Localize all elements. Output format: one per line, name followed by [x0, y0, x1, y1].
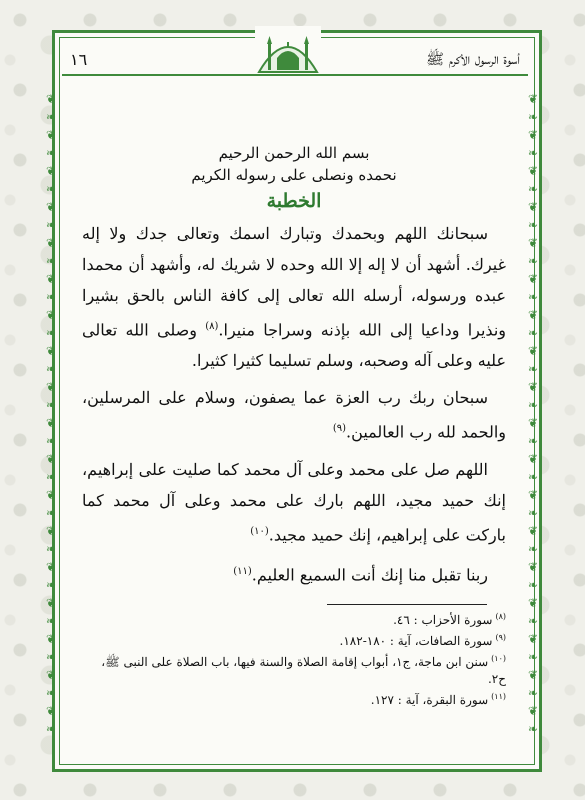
running-title: أسوة الرسول الأكرم ﷺ — [425, 50, 520, 68]
footnote-ref: (١٠) — [250, 525, 269, 537]
footnote-item — [82, 688, 506, 709]
paragraph-text: سبحانك اللهم وبحمدك وتبارك اسمك وتعالى جدك ولا إله غيرك. أشهد أن لا إله إلا الله وحده لا شريك له، وأشهد أن محمدا عبده ورسوله، أرسله الله تعالى إلى كافة الناس بالحق بشيرا ونذيرا وداعيا إلى الله بإذنه وسراجا منيرا. — [82, 224, 506, 340]
paragraph-text: اللهم صل على محمد وعلى آل محمد كما صليت على إبراهيم، إنك حميد مجيد، اللهم بارك على محمد وعلى آل محمد كما باركت على إبراهيم، إنك حميد مجيد. — [82, 459, 506, 544]
footnote-item — [82, 608, 506, 629]
footnote-ref: (٩) — [332, 423, 347, 435]
paragraph-text: ربنا تقبل منا إنك أنت السميع العليم. — [251, 565, 488, 585]
main-content — [82, 142, 506, 596]
paragraph-text: سبحان ربك رب العزة عما يصفون، وسلام على المرسلين، والحمد لله رب العالمين. — [82, 388, 506, 442]
footnote-text: سنن ابن ماجة، ج١، أبواب إقامة الصلاة والسنة فيها، باب الصلاة على النبى ﷺ، ح٢. — [101, 655, 506, 686]
left-vine-decoration: ❦ ❧ ❦ ❧ ❦ ❧ ❦ ❧ ❦ ❧ ❦ ❧ ❦ ❧ ❦ ❧ ❦ ❧ ❦ ❧ ❦ ❧ ❦ ❧ ❦ ❧ ❦ ❧ ❦ ❧ ❦ ❧ ❦ ❧ ❦ ❧ — [46, 92, 57, 736]
basmala: بسم الله الرحمن الرحيم — [218, 144, 370, 162]
paragraph-tail: وصلى الله تعالى عليه وعلى آله وصحبه، وسلم تسليما كثيرا كثيرا. — [82, 320, 506, 371]
right-vine-decoration: ❦ ❧ ❦ ❧ ❦ ❧ ❦ ❧ ❦ ❧ ❦ ❧ ❦ ❧ ❦ ❧ ❦ ❧ ❦ ❧ ❦ ❧ ❦ ❧ ❦ ❧ ❦ ❧ ❦ ❧ ❦ ❧ ❦ ❧ ❦ ❧ — [528, 92, 539, 736]
footnote-text: سورة الصافات، آية : ١٨٠-١٨٢. — [339, 634, 493, 648]
header-rule — [62, 74, 528, 76]
footnote-number: (٩) — [495, 633, 506, 642]
footnote-item — [82, 629, 506, 650]
paragraph-4 — [82, 556, 506, 590]
footnote-separator — [327, 604, 487, 605]
page-header — [62, 48, 528, 74]
footnote-text: سورة البقرة، آية : ١٢٧. — [370, 693, 489, 707]
footnotes — [82, 608, 506, 709]
paragraph-1 — [82, 218, 506, 376]
footnote-ref: (١١) — [233, 565, 252, 577]
paragraph-3 — [82, 454, 506, 550]
section-title: الخطبة — [266, 190, 322, 212]
footnote-number: (١١) — [491, 692, 506, 701]
paragraph-2 — [82, 382, 506, 447]
footnote-ref: (٨) — [205, 321, 219, 332]
footnote-item — [82, 650, 506, 688]
footnote-text: سورة الأحزاب : ٤٦. — [393, 613, 493, 627]
footnote-number: (١٠) — [491, 654, 506, 663]
praise-line: نحمده ونصلى على رسوله الكريم — [191, 166, 397, 184]
page-number: ١٦ — [70, 50, 88, 69]
footnote-number: (٨) — [495, 612, 506, 621]
